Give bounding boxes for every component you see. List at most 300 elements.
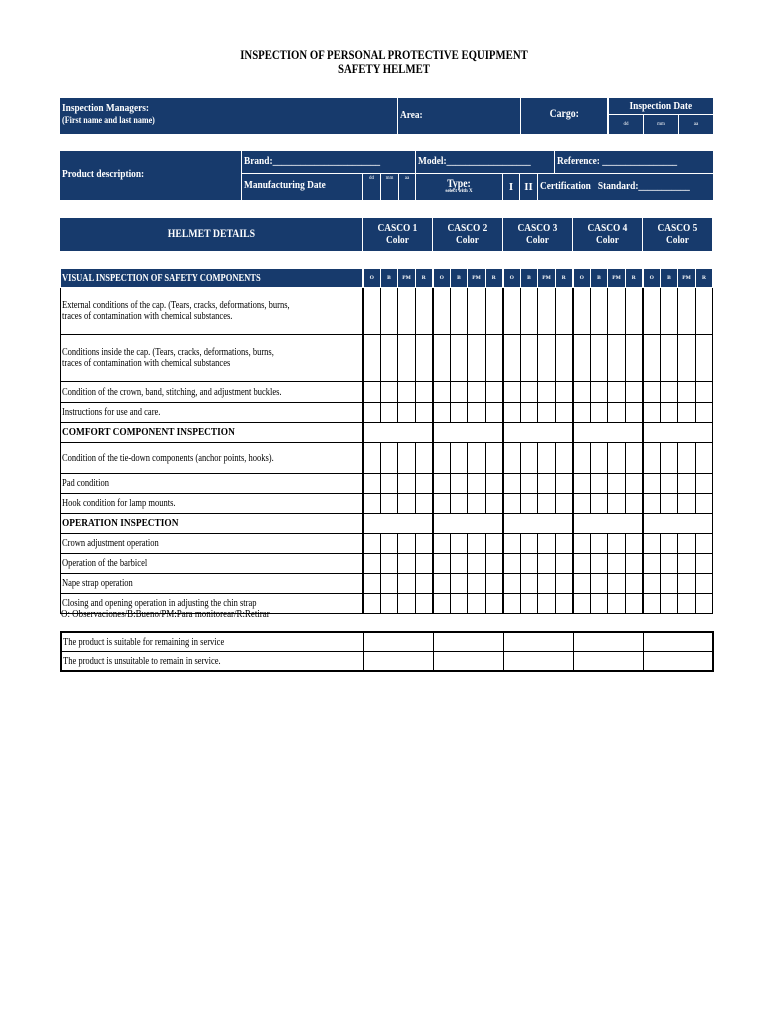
form-title: INSPECTION OF PERSONAL PROTECTIVE EQUIPMENT (240, 48, 528, 62)
helmet-name: CASCO 2 (447, 222, 488, 234)
status-checkbox[interactable] (573, 474, 591, 494)
status-checkbox[interactable] (363, 288, 381, 335)
status-checkbox[interactable] (661, 494, 678, 514)
conclusion-checkbox[interactable] (433, 652, 503, 672)
status-checkbox[interactable] (381, 474, 398, 494)
status-code-header: B (381, 269, 398, 288)
conclusion-label (61, 632, 363, 652)
status-checkbox[interactable] (503, 474, 521, 494)
status-checkbox[interactable] (468, 494, 486, 514)
status-checkbox[interactable] (381, 534, 398, 554)
conclusion-text: The product is suitable for remaining in service (63, 636, 225, 648)
status-checkbox[interactable] (398, 494, 416, 514)
conclusion-checkbox[interactable] (573, 632, 643, 652)
status-checkbox[interactable] (486, 534, 503, 554)
status-checkbox[interactable] (538, 288, 556, 335)
table-header-row (61, 269, 713, 288)
status-checkbox[interactable] (626, 534, 643, 554)
status-checkbox[interactable] (608, 554, 626, 574)
status-checkbox[interactable] (538, 335, 556, 382)
status-checkbox[interactable] (643, 554, 661, 574)
status-checkbox[interactable] (538, 382, 556, 403)
status-checkbox[interactable] (416, 494, 433, 514)
status-checkbox[interactable] (503, 443, 521, 474)
status-checkbox[interactable] (626, 288, 643, 335)
status-checkbox[interactable] (503, 382, 521, 403)
status-checkbox[interactable] (468, 554, 486, 574)
status-checkbox[interactable] (433, 494, 451, 514)
status-checkbox[interactable] (451, 443, 468, 474)
inspection-item-label (61, 382, 363, 403)
status-checkbox[interactable] (486, 403, 503, 423)
status-checkbox[interactable] (661, 534, 678, 554)
status-checkbox[interactable] (591, 554, 608, 574)
status-checkbox[interactable] (626, 554, 643, 574)
helmet-header-casco-5 (643, 218, 712, 251)
status-checkbox[interactable] (556, 335, 573, 382)
helmet-details-header (60, 218, 362, 251)
status-code-header: O (433, 269, 451, 288)
status-checkbox[interactable] (573, 554, 591, 574)
status-checkbox[interactable] (678, 554, 696, 574)
status-checkbox[interactable] (643, 574, 661, 594)
status-checkbox[interactable] (398, 288, 416, 335)
status-checkbox[interactable] (626, 403, 643, 423)
status-checkbox[interactable] (363, 554, 381, 574)
status-checkbox[interactable] (486, 382, 503, 403)
inspection-item-label (61, 288, 363, 335)
status-checkbox[interactable] (643, 335, 661, 382)
status-checkbox[interactable] (556, 534, 573, 554)
status-checkbox[interactable] (381, 382, 398, 403)
status-checkbox[interactable] (381, 494, 398, 514)
status-checkbox[interactable] (591, 474, 608, 494)
status-checkbox[interactable] (643, 494, 661, 514)
status-checkbox[interactable] (503, 335, 521, 382)
status-checkbox[interactable] (678, 288, 696, 335)
status-checkbox[interactable] (433, 554, 451, 574)
status-checkbox[interactable] (416, 288, 433, 335)
table-row (61, 574, 713, 594)
status-checkbox[interactable] (696, 494, 713, 514)
status-checkbox[interactable] (538, 474, 556, 494)
status-checkbox[interactable] (398, 382, 416, 403)
status-checkbox[interactable] (573, 494, 591, 514)
conclusion-row (61, 632, 713, 652)
status-checkbox[interactable] (661, 443, 678, 474)
status-checkbox[interactable] (573, 574, 591, 594)
status-checkbox[interactable] (661, 288, 678, 335)
brand-field[interactable] (242, 151, 415, 173)
status-checkbox[interactable] (626, 474, 643, 494)
status-checkbox[interactable] (556, 474, 573, 494)
item-text-line: External conditions of the cap. (Tears, cracks, deformations, burns, (62, 300, 290, 311)
status-checkbox[interactable] (398, 554, 416, 574)
status-checkbox[interactable] (468, 335, 486, 382)
status-checkbox[interactable] (416, 382, 433, 403)
type-option-2[interactable]: II (520, 174, 537, 200)
inspection-item-label (61, 474, 363, 494)
helmet-color: Color (386, 234, 409, 246)
status-checkbox[interactable] (591, 443, 608, 474)
status-checkbox[interactable] (608, 574, 626, 594)
section-row (61, 514, 713, 534)
status-checkbox[interactable] (538, 403, 556, 423)
inspection-item-label (61, 335, 363, 382)
table-row (61, 494, 713, 514)
status-code-header: R (626, 269, 643, 288)
status-checkbox[interactable] (486, 288, 503, 335)
status-checkbox[interactable] (591, 574, 608, 594)
status-checkbox[interactable] (451, 335, 468, 382)
status-checkbox[interactable] (363, 382, 381, 403)
helmet-name: CASCO 4 (587, 222, 628, 234)
status-checkbox[interactable] (678, 335, 696, 382)
manufacturing-date-year[interactable]: aa (399, 174, 415, 200)
status-checkbox[interactable] (381, 443, 398, 474)
manufacturing-date-day[interactable]: dd (363, 174, 380, 200)
status-checkbox[interactable] (696, 403, 713, 423)
cargo-label: Cargo: (549, 108, 579, 120)
status-checkbox[interactable] (451, 403, 468, 423)
helmet-header-casco-4 (573, 218, 642, 251)
item-text (62, 347, 274, 369)
model-field[interactable] (416, 151, 554, 173)
status-checkbox[interactable] (678, 474, 696, 494)
helmet-details-label: HELMET DETAILS (167, 228, 255, 240)
conclusion-text: The product is unsuitable to remain in service. (63, 655, 221, 667)
status-checkbox[interactable] (556, 554, 573, 574)
status-checkbox[interactable] (556, 403, 573, 423)
manufacturing-date-month[interactable]: mm (381, 174, 398, 200)
helmet-color: Color (526, 234, 549, 246)
status-checkbox[interactable] (416, 574, 433, 594)
status-checkbox[interactable] (416, 534, 433, 554)
status-checkbox[interactable] (433, 382, 451, 403)
status-checkbox[interactable] (696, 534, 713, 554)
status-checkbox[interactable] (468, 474, 486, 494)
status-checkbox[interactable] (573, 335, 591, 382)
status-checkbox[interactable] (433, 443, 451, 474)
status-checkbox[interactable] (591, 534, 608, 554)
status-checkbox[interactable] (363, 574, 381, 594)
status-checkbox[interactable] (468, 403, 486, 423)
status-checkbox[interactable] (538, 443, 556, 474)
status-checkbox[interactable] (626, 574, 643, 594)
conclusion-checkbox[interactable] (363, 632, 433, 652)
helmet-color: Color (666, 234, 689, 246)
status-checkbox[interactable] (538, 534, 556, 554)
status-checkbox[interactable] (521, 494, 538, 514)
status-checkbox[interactable] (451, 494, 468, 514)
status-checkbox[interactable] (696, 474, 713, 494)
status-checkbox[interactable] (626, 382, 643, 403)
inspection-item-label (61, 403, 363, 423)
conclusion-checkbox[interactable] (573, 652, 643, 672)
status-checkbox[interactable] (608, 288, 626, 335)
inspection-date-day[interactable]: dd (609, 115, 643, 134)
status-checkbox[interactable] (696, 335, 713, 382)
status-checkbox[interactable] (661, 554, 678, 574)
status-checkbox[interactable] (398, 335, 416, 382)
conclusion-row (61, 652, 713, 672)
item-text (62, 300, 290, 322)
status-checkbox[interactable] (486, 335, 503, 382)
status-checkbox[interactable] (626, 494, 643, 514)
cargo-field[interactable] (521, 98, 607, 134)
section-group-cell (643, 423, 713, 443)
status-code-header: PM (398, 269, 416, 288)
status-checkbox[interactable] (608, 335, 626, 382)
status-code-header: PM (538, 269, 556, 288)
status-code-header: O (573, 269, 591, 288)
status-checkbox[interactable] (591, 494, 608, 514)
status-checkbox[interactable] (381, 403, 398, 423)
status-checkbox[interactable] (503, 288, 521, 335)
status-checkbox[interactable] (591, 403, 608, 423)
status-checkbox[interactable] (416, 554, 433, 574)
status-checkbox[interactable] (573, 288, 591, 335)
status-checkbox[interactable] (678, 534, 696, 554)
section-row (61, 423, 713, 443)
status-checkbox[interactable] (486, 574, 503, 594)
inspection-item-label (61, 554, 363, 574)
brand-label: Brand:_______________________ (244, 155, 381, 167)
status-checkbox[interactable] (433, 403, 451, 423)
section-group-cell (573, 423, 643, 443)
manufacturing-date-label-cell (242, 174, 362, 200)
status-checkbox[interactable] (363, 335, 381, 382)
status-checkbox[interactable] (521, 574, 538, 594)
status-checkbox[interactable] (381, 574, 398, 594)
status-checkbox[interactable] (398, 443, 416, 474)
status-checkbox[interactable] (503, 403, 521, 423)
conclusion-checkbox[interactable] (643, 632, 713, 652)
status-checkbox[interactable] (608, 403, 626, 423)
form-subtitle: SAFETY HELMET (338, 62, 430, 76)
status-checkbox[interactable] (451, 288, 468, 335)
item-text: OPERATION INSPECTION (62, 517, 179, 529)
status-checkbox[interactable] (468, 382, 486, 403)
status-checkbox[interactable] (433, 335, 451, 382)
status-checkbox[interactable] (661, 474, 678, 494)
status-checkbox[interactable] (696, 443, 713, 474)
status-checkbox[interactable] (521, 403, 538, 423)
conclusion-checkbox[interactable] (503, 632, 573, 652)
status-checkbox[interactable] (451, 574, 468, 594)
status-checkbox[interactable] (696, 554, 713, 574)
status-checkbox[interactable] (486, 494, 503, 514)
status-checkbox[interactable] (486, 443, 503, 474)
status-checkbox[interactable] (398, 403, 416, 423)
manufacturing-date-label: Manufacturing Date (244, 179, 326, 191)
inspection-managers-field[interactable] (60, 98, 397, 134)
status-checkbox[interactable] (416, 335, 433, 382)
status-checkbox[interactable] (503, 574, 521, 594)
status-checkbox[interactable] (486, 474, 503, 494)
status-checkbox[interactable] (433, 474, 451, 494)
status-checkbox[interactable] (626, 335, 643, 382)
conclusion-checkbox[interactable] (433, 632, 503, 652)
status-checkbox[interactable] (556, 443, 573, 474)
status-code-header: B (591, 269, 608, 288)
status-checkbox[interactable] (643, 403, 661, 423)
status-checkbox[interactable] (591, 288, 608, 335)
status-checkbox[interactable] (696, 574, 713, 594)
status-checkbox[interactable] (643, 288, 661, 335)
status-checkbox[interactable] (643, 443, 661, 474)
helmet-name: CASCO 3 (517, 222, 558, 234)
conclusion-checkbox[interactable] (643, 652, 713, 672)
inspection-item-label (61, 574, 363, 594)
helmet-color: Color (596, 234, 619, 246)
inspection-table (60, 268, 713, 614)
status-checkbox[interactable] (678, 494, 696, 514)
status-checkbox[interactable] (626, 443, 643, 474)
status-checkbox[interactable] (608, 474, 626, 494)
status-checkbox[interactable] (381, 554, 398, 574)
managers-label: Inspection Managers: (62, 102, 150, 114)
status-checkbox[interactable] (556, 288, 573, 335)
reference-field[interactable] (555, 151, 713, 173)
status-checkbox[interactable] (521, 443, 538, 474)
table-row (61, 474, 713, 494)
item-text-line: Conditions inside the cap. (Tears, cracks, deformations, burns, (62, 347, 274, 358)
status-checkbox[interactable] (521, 474, 538, 494)
status-checkbox[interactable] (608, 382, 626, 403)
status-checkbox[interactable] (451, 534, 468, 554)
status-checkbox[interactable] (381, 288, 398, 335)
status-code-header: R (556, 269, 573, 288)
inspection-item-label (61, 443, 363, 474)
status-checkbox[interactable] (591, 335, 608, 382)
status-checkbox[interactable] (608, 494, 626, 514)
status-checkbox[interactable] (416, 443, 433, 474)
status-checkbox[interactable] (468, 288, 486, 335)
section-group-cell (503, 423, 573, 443)
section-group-cell (503, 514, 573, 534)
status-checkbox[interactable] (503, 554, 521, 574)
status-checkbox[interactable] (503, 494, 521, 514)
product-description-field[interactable] (60, 151, 241, 200)
type-option-1[interactable]: I (503, 174, 519, 200)
status-checkbox[interactable] (608, 534, 626, 554)
status-checkbox[interactable] (538, 494, 556, 514)
status-checkbox[interactable] (433, 574, 451, 594)
status-checkbox[interactable] (538, 574, 556, 594)
area-field[interactable] (398, 98, 520, 134)
status-checkbox[interactable] (363, 443, 381, 474)
status-checkbox[interactable] (381, 335, 398, 382)
status-checkbox[interactable] (591, 382, 608, 403)
table-row (61, 403, 713, 423)
certification-standard-field[interactable] (538, 174, 713, 200)
status-checkbox[interactable] (643, 382, 661, 403)
status-checkbox[interactable] (573, 443, 591, 474)
status-checkbox[interactable] (573, 403, 591, 423)
status-checkbox[interactable] (678, 443, 696, 474)
section-title (61, 269, 363, 288)
status-checkbox[interactable] (661, 403, 678, 423)
type-label-cell (416, 174, 502, 200)
status-checkbox[interactable] (573, 534, 591, 554)
status-checkbox[interactable] (696, 288, 713, 335)
status-checkbox[interactable] (398, 474, 416, 494)
inspection-date-header (609, 98, 713, 114)
status-checkbox[interactable] (521, 288, 538, 335)
status-checkbox[interactable] (556, 574, 573, 594)
status-checkbox[interactable] (503, 534, 521, 554)
status-checkbox[interactable] (643, 474, 661, 494)
status-checkbox[interactable] (538, 554, 556, 574)
status-code-header: B (451, 269, 468, 288)
status-checkbox[interactable] (573, 382, 591, 403)
status-checkbox[interactable] (468, 443, 486, 474)
inspection-date-year[interactable]: aa (679, 115, 713, 134)
status-checkbox[interactable] (521, 554, 538, 574)
status-code-header: O (363, 269, 381, 288)
item-text: Closing and opening operation in adjusting the chin strap (62, 598, 257, 609)
status-checkbox[interactable] (416, 403, 433, 423)
status-checkbox[interactable] (451, 554, 468, 574)
conclusion-checkbox[interactable] (363, 652, 433, 672)
table-row (61, 443, 713, 474)
status-checkbox[interactable] (556, 494, 573, 514)
model-label: Model:__________________ (418, 155, 531, 167)
status-checkbox[interactable] (398, 534, 416, 554)
status-code-header: B (661, 269, 678, 288)
status-checkbox[interactable] (468, 574, 486, 594)
status-checkbox[interactable] (678, 382, 696, 403)
status-checkbox[interactable] (363, 403, 381, 423)
status-checkbox[interactable] (696, 382, 713, 403)
status-checkbox[interactable] (678, 403, 696, 423)
section-title (61, 423, 363, 443)
item-text-line: traces of contamination with chemical substances (62, 358, 231, 369)
section-group-cell (363, 514, 433, 534)
item-text: VISUAL INSPECTION OF SAFETY COMPONENTS (62, 272, 261, 284)
status-checkbox[interactable] (363, 474, 381, 494)
status-checkbox[interactable] (416, 474, 433, 494)
status-checkbox[interactable] (468, 534, 486, 554)
status-checkbox[interactable] (661, 335, 678, 382)
status-code-header: R (416, 269, 433, 288)
status-checkbox[interactable] (451, 382, 468, 403)
status-checkbox[interactable] (363, 534, 381, 554)
status-checkbox[interactable] (486, 554, 503, 574)
status-checkbox[interactable] (521, 335, 538, 382)
status-checkbox[interactable] (608, 443, 626, 474)
table-row (61, 534, 713, 554)
status-checkbox[interactable] (661, 382, 678, 403)
inspection-date-label: Inspection Date (629, 100, 693, 112)
inspection-date-month[interactable]: mm (644, 115, 678, 134)
status-checkbox[interactable] (433, 288, 451, 335)
status-checkbox[interactable] (433, 534, 451, 554)
status-checkbox[interactable] (363, 494, 381, 514)
status-checkbox[interactable] (678, 574, 696, 594)
status-checkbox[interactable] (556, 382, 573, 403)
status-checkbox[interactable] (661, 574, 678, 594)
status-checkbox[interactable] (398, 574, 416, 594)
item-text: Hook condition for lamp mounts. (62, 498, 176, 509)
status-checkbox[interactable] (521, 534, 538, 554)
managers-sublabel: (First name and last name) (62, 116, 155, 126)
status-checkbox[interactable] (451, 474, 468, 494)
conclusion-checkbox[interactable] (503, 652, 573, 672)
status-checkbox[interactable] (521, 382, 538, 403)
status-checkbox[interactable] (643, 534, 661, 554)
